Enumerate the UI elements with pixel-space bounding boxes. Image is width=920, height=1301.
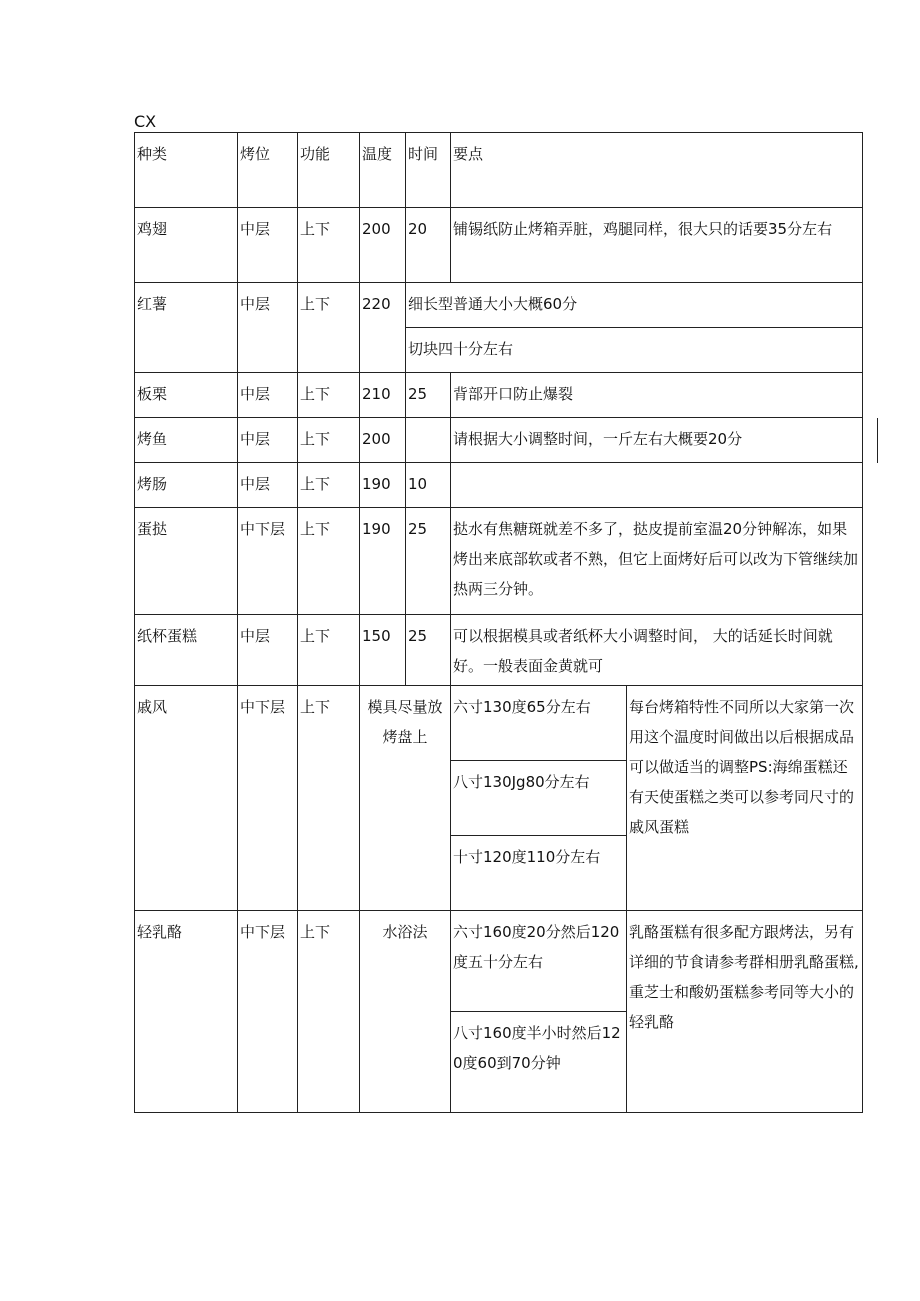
cell-rack: 中层 (238, 208, 298, 283)
cell-notes: 铺锡纸防止烤箱弄脏，鸡腿同样，很大只的话要35分左右 (451, 208, 863, 283)
cell-rack: 中下层 (238, 911, 298, 1113)
cell-time: 25 (406, 615, 451, 686)
table-row (135, 208, 863, 283)
header-temp: 温度 (360, 133, 406, 208)
cell-mode: 上下 (298, 463, 360, 508)
cell-rack: 中层 (238, 418, 298, 463)
cell-time: 25 (406, 508, 451, 615)
cell-notes: 挞水有焦糖斑就差不多了，挞皮提前室温20分钟解冻，如果烤出来底部软或者不熟，但它上面烤好后可以改为下管继续加热两三分钟。 (451, 508, 863, 615)
cell-temp: 210 (360, 373, 406, 418)
cell-notes: 每台烤箱特性不同所以大家第一次用这个温度时间做出以后根据成品可以做适当的调整PS:海绵蛋糕还有天使蛋糕之类可以参考同尺寸的戚风蛋糕 (627, 686, 863, 911)
cell-kind: 戚风 (135, 686, 238, 911)
cell-time: 20 (406, 208, 451, 283)
baking-table (134, 132, 863, 1113)
header-time: 时间 (406, 133, 451, 208)
table-row (135, 911, 863, 1012)
cell-mode: 上下 (298, 373, 360, 418)
header-kind: 种类 (135, 133, 238, 208)
cell-kind: 烤鱼 (135, 418, 238, 463)
cell-size: 六寸130度65分左右 (451, 686, 627, 761)
cell-notes: 乳酪蛋糕有很多配方跟烤法，另有详细的节食请参考群相册乳酪蛋糕,重芝士和酸奶蛋糕参考同等大小的轻乳酪 (627, 911, 863, 1113)
table-row (135, 283, 863, 328)
cell-mode: 上下 (298, 686, 360, 911)
cell-notes: 请根据大小调整时间，一斤左右大概要20分 (451, 418, 863, 463)
cell-rack: 中层 (238, 463, 298, 508)
header-mode: 功能 (298, 133, 360, 208)
cell-notes (451, 463, 863, 508)
table-row (135, 686, 863, 761)
cell-mode: 上下 (298, 283, 360, 373)
cell-kind: 鸡翅 (135, 208, 238, 283)
cell-size: 十寸120度110分左右 (451, 836, 627, 911)
cell-time: 25 (406, 373, 451, 418)
cell-notes: 可以根据模具或者纸杯大小调整时间， 大的话延长时间就好。一般表面金黄就可 (451, 615, 863, 686)
table-row (135, 373, 863, 418)
cell-time: 10 (406, 463, 451, 508)
cell-mode: 上下 (298, 615, 360, 686)
cell-rack: 中层 (238, 373, 298, 418)
cell-rack: 中下层 (238, 508, 298, 615)
header-notes: 要点 (451, 133, 863, 208)
table-row (135, 615, 863, 686)
cell-mode: 上下 (298, 418, 360, 463)
cell-temp-time: 模具尽量放烤盘上 (360, 686, 451, 911)
cell-mode: 上下 (298, 911, 360, 1113)
cell-mode: 上下 (298, 508, 360, 615)
header-rack: 烤位 (238, 133, 298, 208)
cell-rack: 中层 (238, 283, 298, 373)
cell-kind: 蛋挞 (135, 508, 238, 615)
cell-kind: 红薯 (135, 283, 238, 373)
cell-mode: 上下 (298, 208, 360, 283)
cell-notes: 背部开口防止爆裂 (451, 373, 863, 418)
table-row (135, 463, 863, 508)
cell-size: 六寸160度20分然后120度五十分左右 (451, 911, 627, 1012)
cell-time (406, 418, 451, 463)
cell-kind: 烤肠 (135, 463, 238, 508)
table-row (135, 418, 863, 463)
cell-temp: 200 (360, 418, 406, 463)
cell-size: 八寸160度半小时然后120度60到70分钟 (451, 1012, 627, 1113)
cell-notes: 细长型普通大小大概60分 (406, 283, 863, 328)
document-label: CX (134, 112, 157, 131)
table-border-fragment (877, 418, 878, 463)
cell-kind: 纸杯蛋糕 (135, 615, 238, 686)
cell-kind: 板栗 (135, 373, 238, 418)
cell-notes: 切块四十分左右 (406, 328, 863, 373)
cell-size: 八寸130Jg80分左右 (451, 761, 627, 836)
cell-temp: 200 (360, 208, 406, 283)
header-row (135, 133, 863, 208)
cell-temp-time: 水浴法 (360, 911, 451, 1113)
cell-temp: 150 (360, 615, 406, 686)
cell-rack: 中层 (238, 615, 298, 686)
cell-temp: 190 (360, 508, 406, 615)
cell-temp: 220 (360, 283, 406, 373)
cell-kind: 轻乳酪 (135, 911, 238, 1113)
cell-rack: 中下层 (238, 686, 298, 911)
cell-temp: 190 (360, 463, 406, 508)
table-row (135, 508, 863, 615)
